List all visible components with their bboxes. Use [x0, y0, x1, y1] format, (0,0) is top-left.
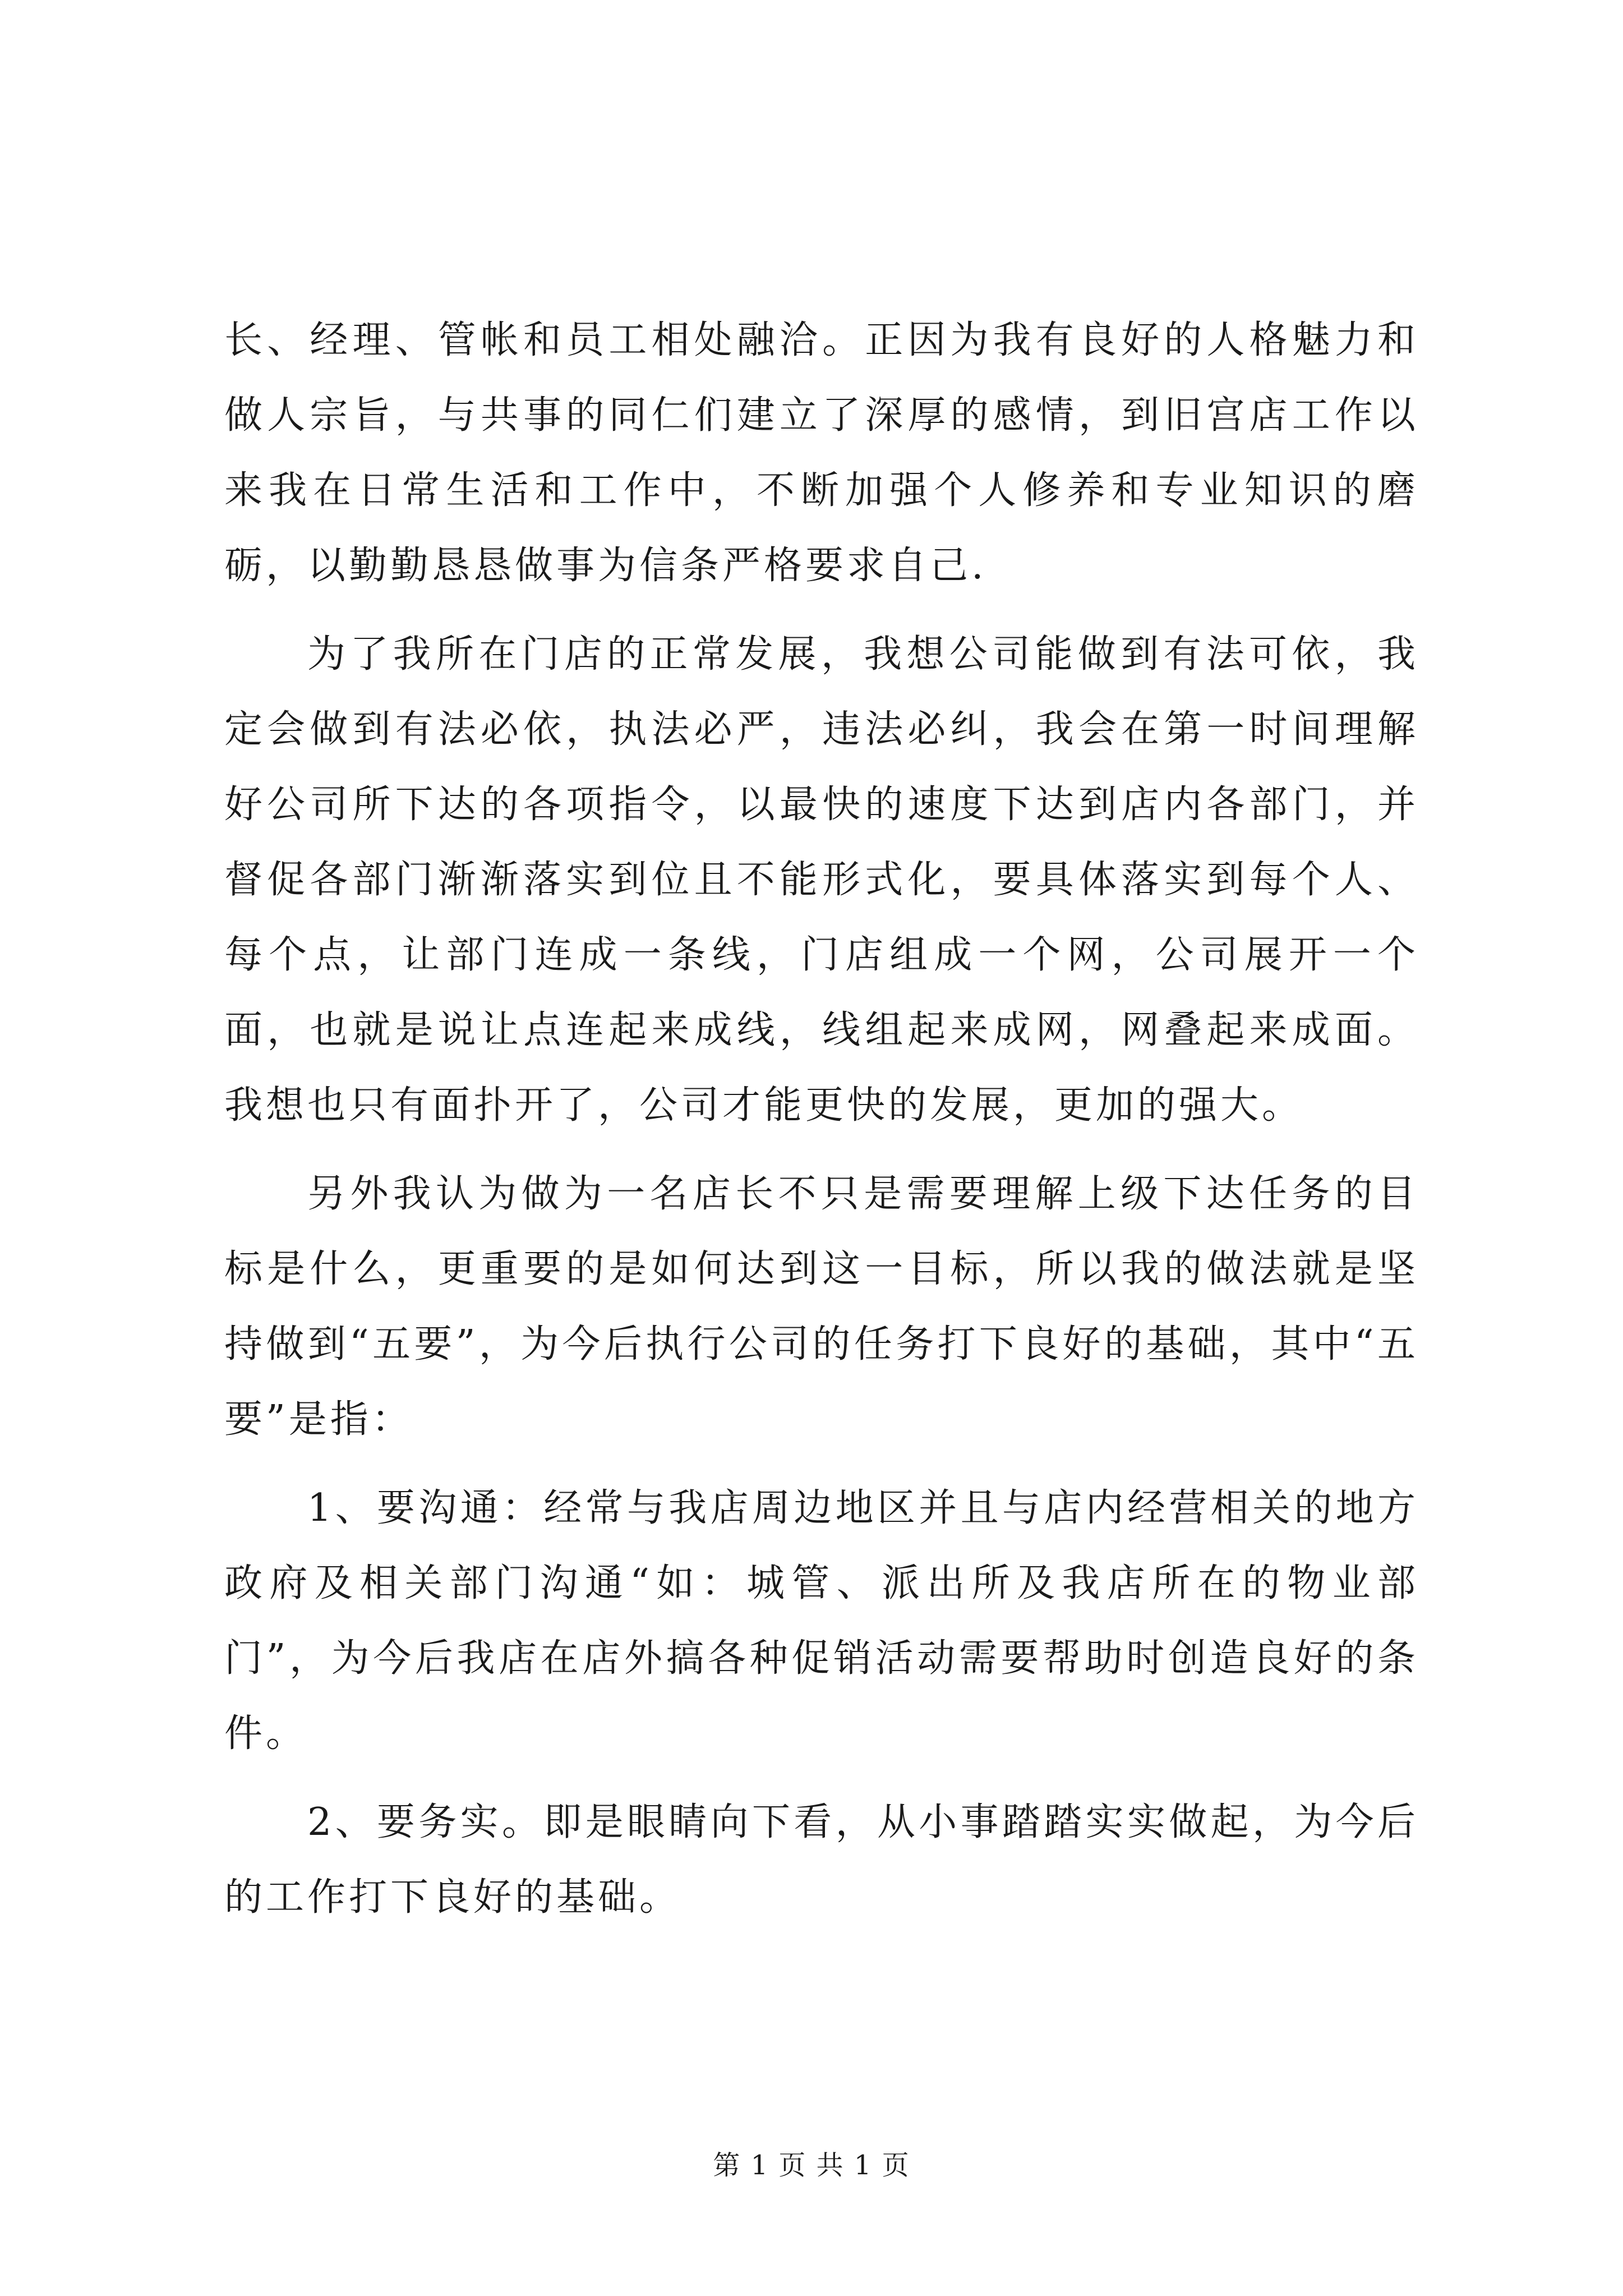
paragraph-3: 另外我认为做为一名店长不只是需要理解上级下达任务的目标是什么，更重要的是如何达到这一目标，所以我的做法就是坚持做到“五要”，为今后执行公司的任务打下良好的基础，其中“五要”是指： [224, 1172, 1419, 1442]
paragraph-1: 长、经理、管帐和员工相处融洽。正因为我有良好的人格魅力和做人宗旨，与共事的同仁们建立了深厚的感情，到旧宫店工作以来我在日常生活和工作中，不断加强个人修养和专业知识的磨砺，以勤勤恳恳做事为信条严格要求自己. [224, 318, 1419, 588]
paragraph-5: 2、要务实。即是眼睛向下看，从小事踏踏实实做起，为今后的工作打下良好的基础。 [224, 1800, 1419, 1920]
paragraph-4: 1、要沟通：经常与我店周边地区并且与店内经营相关的地方政府及相关部门沟通“如：城管、派出所及我店所在的物业部门”，为今后我店在店外搞各种促销活动需要帮助时创造良好的条件。 [224, 1486, 1419, 1756]
paragraph-2: 为了我所在门店的正常发展，我想公司能做到有法可依，我定会做到有法必依，执法必严，违法必纠，我会在第一时间理解好公司所下达的各项指令，以最快的速度下达到店内各部门，并督促各部门渐渐落实到位且不能形式化，要具体落实到每个人、每个点，让部门连成一条线，门店组成一个网，公司展开一个面，也就是说让点连起来成线，线组起来成网，网叠起来成面。我想也只有面扑开了，公司才能更快的发展，更加的强大。 [224, 632, 1419, 1128]
page-number-footer: 第 1 页 共 1 页 [713, 2150, 910, 2181]
document-body [224, 303, 1419, 1935]
